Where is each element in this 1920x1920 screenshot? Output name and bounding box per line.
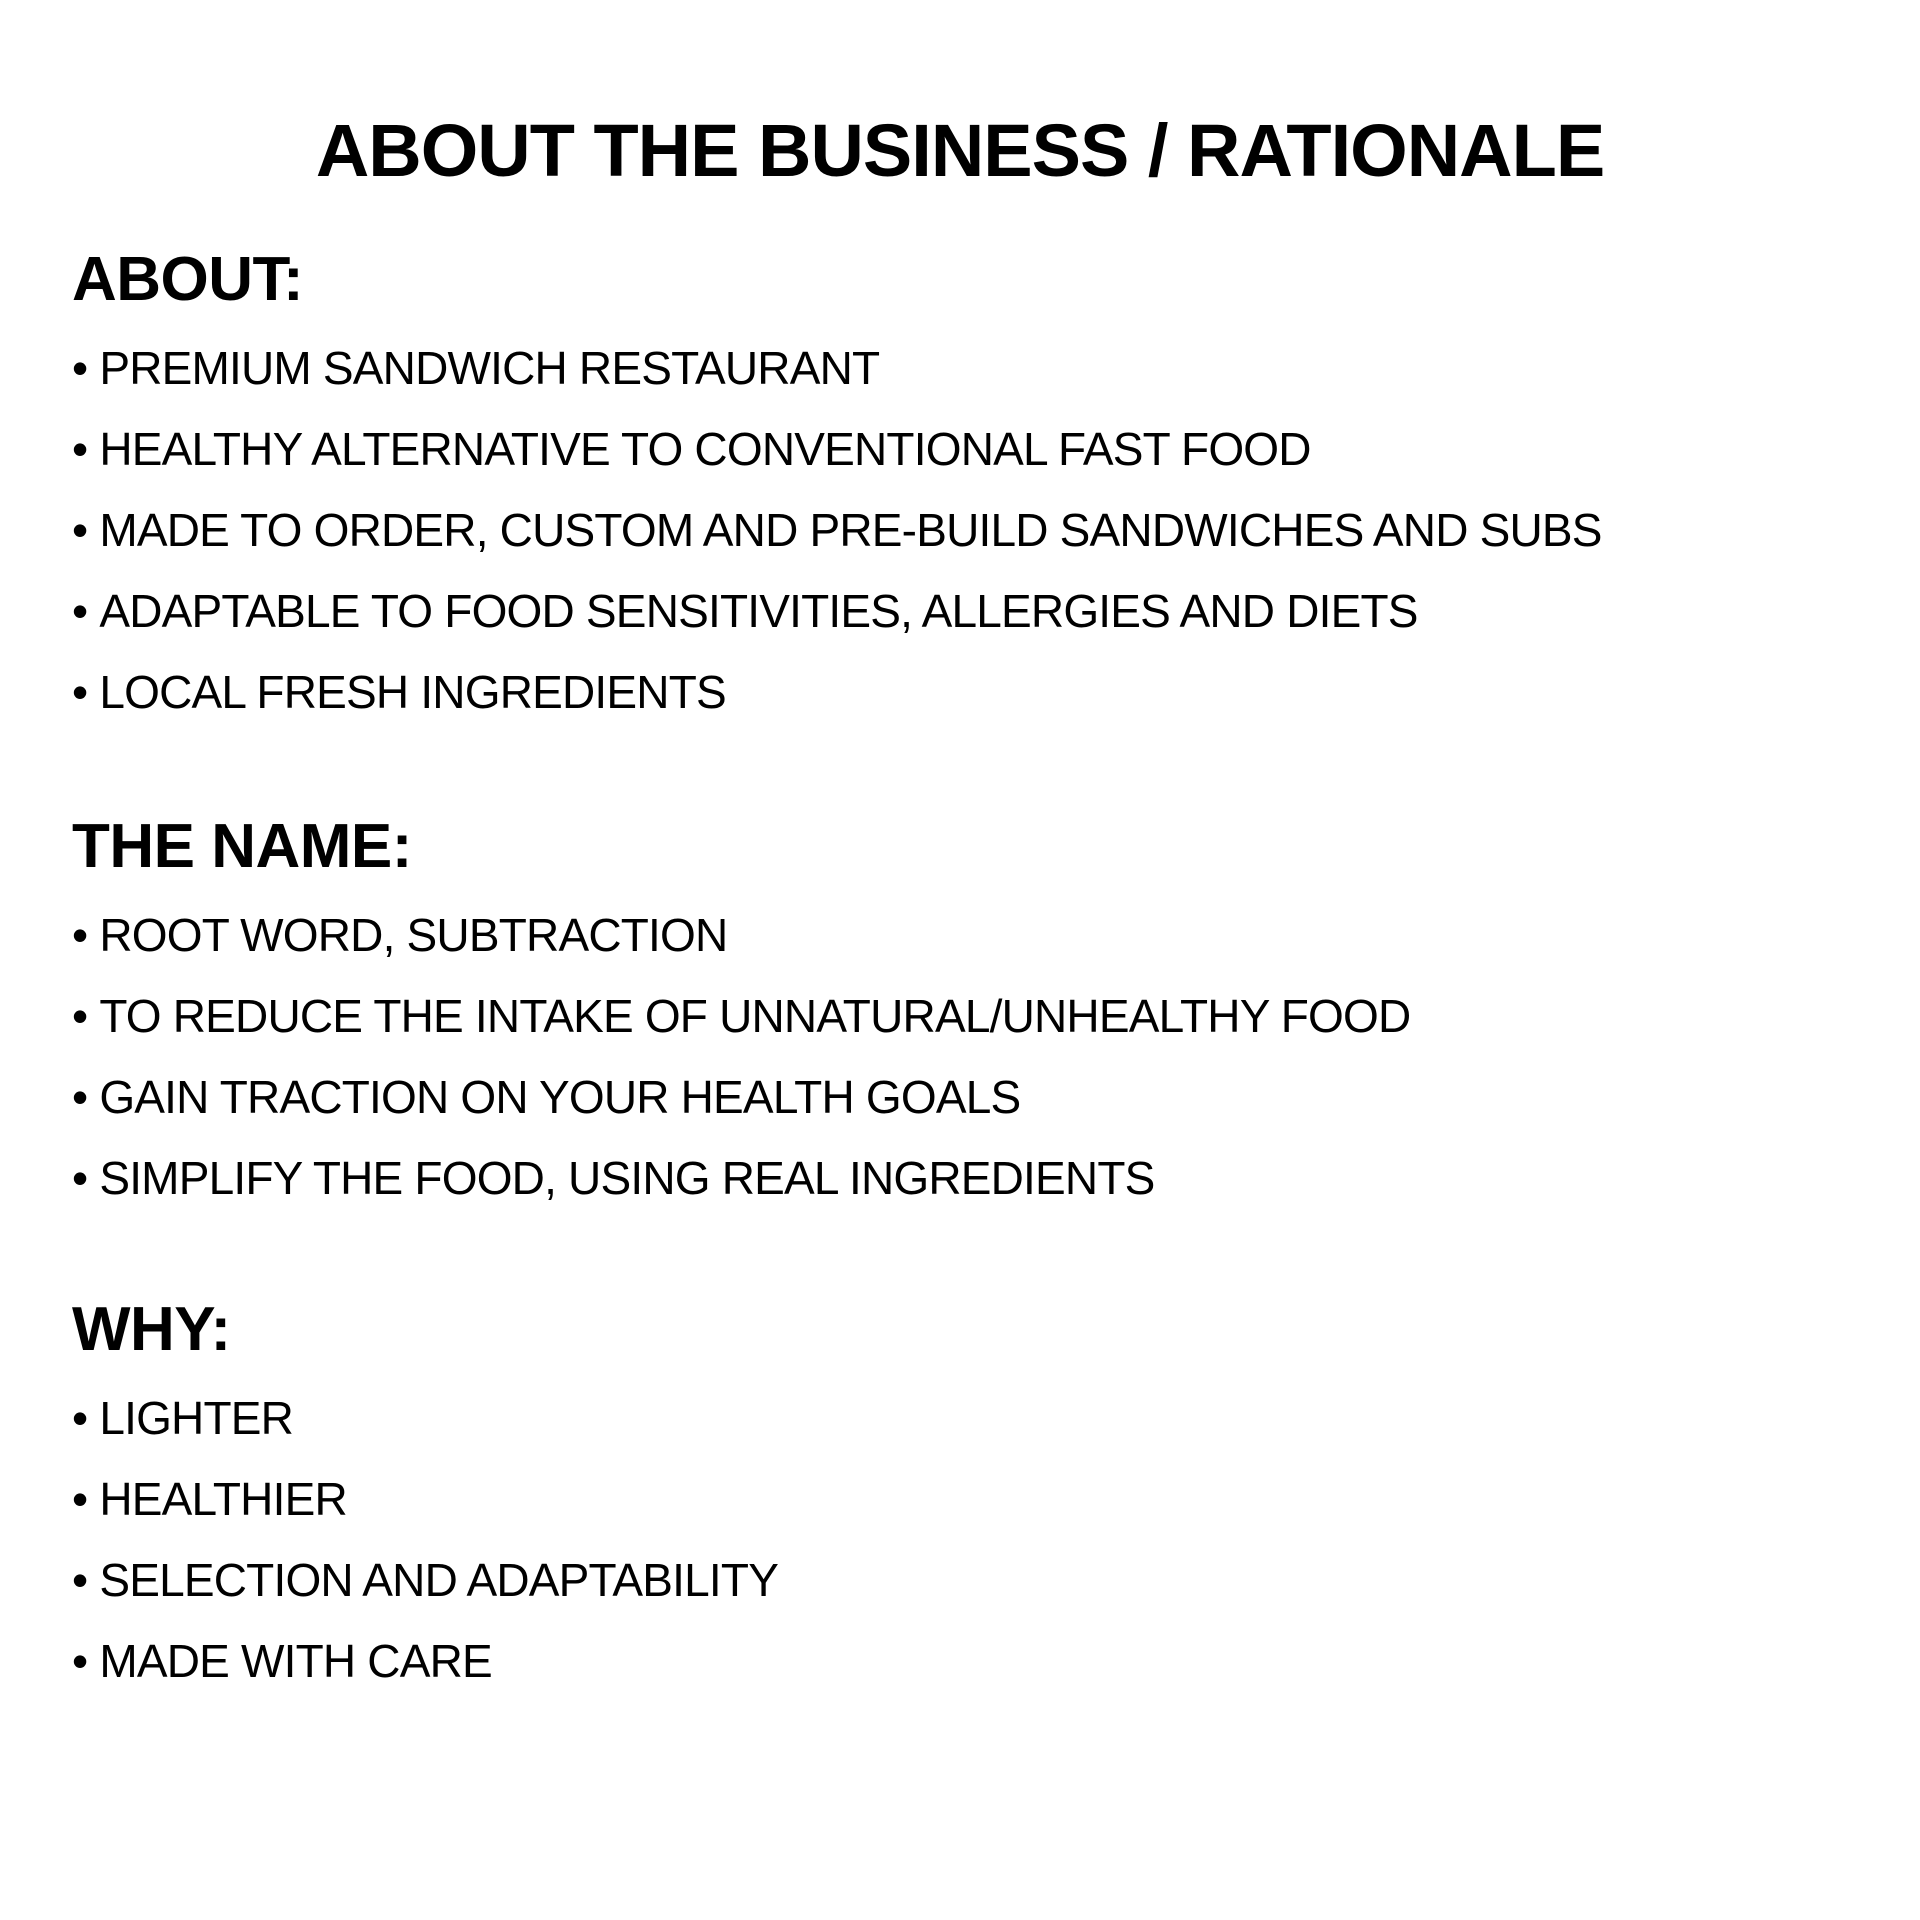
list-item-text: HEALTHIER <box>99 1473 347 1525</box>
section-about <box>72 240 1852 733</box>
list-item <box>72 652 1852 733</box>
bullet-icon: • <box>72 1473 88 1525</box>
section-heading-why: WHY: <box>72 1295 231 1364</box>
list-item <box>72 409 1852 490</box>
bullet-list-why <box>72 1378 1852 1702</box>
list-item <box>72 1540 1852 1621</box>
bullet-icon: • <box>72 1071 88 1123</box>
list-item <box>72 1621 1852 1702</box>
bullet-icon: • <box>72 909 88 961</box>
section-why <box>72 1290 1852 1702</box>
list-item-text: ADAPTABLE TO FOOD SENSITIVITIES, ALLERGIES AND DIETS <box>99 585 1418 637</box>
section-the-name <box>72 807 1852 1219</box>
section-heading-about: ABOUT: <box>72 245 304 314</box>
list-item <box>72 571 1852 652</box>
list-item-text: ROOT WORD, SUBTRACTION <box>99 909 728 961</box>
list-item <box>72 1459 1852 1540</box>
list-item-text: GAIN TRACTION ON YOUR HEALTH GOALS <box>99 1071 1021 1123</box>
list-item-text: HEALTHY ALTERNATIVE TO CONVENTIONAL FAST FOOD <box>99 423 1311 475</box>
list-item-text: MADE WITH CARE <box>99 1635 492 1687</box>
list-item-text: MADE TO ORDER, CUSTOM AND PRE-BUILD SANDWICHES AND SUBS <box>99 504 1602 556</box>
list-item-text: SIMPLIFY THE FOOD, USING REAL INGREDIENTS <box>99 1152 1155 1204</box>
section-heading-the-name: THE NAME: <box>72 812 412 881</box>
bullet-list-about <box>72 328 1852 733</box>
bullet-icon: • <box>72 666 88 718</box>
list-item <box>72 1378 1852 1459</box>
bullet-icon: • <box>72 504 88 556</box>
list-item-text: LIGHTER <box>99 1392 294 1444</box>
list-item <box>72 328 1852 409</box>
list-item-text: PREMIUM SANDWICH RESTAURANT <box>99 342 880 394</box>
list-item-text: SELECTION AND ADAPTABILITY <box>99 1554 779 1606</box>
bullet-icon: • <box>72 423 88 475</box>
bullet-icon: • <box>72 1554 88 1606</box>
page-title: ABOUT THE BUSINESS / RATIONALE <box>315 109 1605 192</box>
list-item-text: TO REDUCE THE INTAKE OF UNNATURAL/UNHEALTHY FOOD <box>99 990 1411 1042</box>
list-item-text: LOCAL FRESH INGREDIENTS <box>99 666 726 718</box>
list-item <box>72 895 1852 976</box>
bullet-icon: • <box>72 1152 88 1204</box>
list-item <box>72 1057 1852 1138</box>
bullet-icon: • <box>72 1392 88 1444</box>
bullet-icon: • <box>72 1635 88 1687</box>
bullet-icon: • <box>72 342 88 394</box>
list-item <box>72 976 1852 1057</box>
list-item <box>72 490 1852 571</box>
bullet-list-the-name <box>72 895 1852 1219</box>
list-item <box>72 1138 1852 1219</box>
bullet-icon: • <box>72 585 88 637</box>
bullet-icon: • <box>72 990 88 1042</box>
